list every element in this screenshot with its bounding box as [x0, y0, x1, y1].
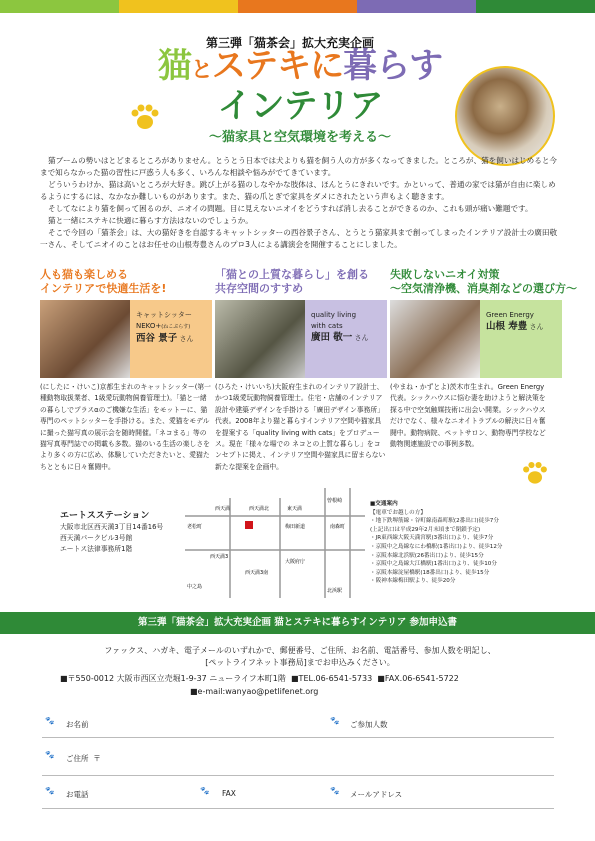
paw-icon: 🐾	[45, 750, 55, 759]
map-label: 大阪府庁	[285, 559, 306, 565]
map-label: 中之島	[187, 584, 203, 590]
speaker-3-card: Green Energy 山根 寿豊 さん	[390, 300, 562, 378]
map-label: 西天満北	[249, 506, 270, 512]
map-label: 西天満3南	[245, 570, 269, 576]
form-mail-label: メールアドレス	[350, 790, 403, 799]
map-label: 曾根崎	[327, 498, 343, 504]
form-address-label: ご住所 〒	[66, 754, 101, 763]
intro-text: 猫ブームの勢いはとどまるところがありません。とうとう日本では犬よりも猫を飼う人の方が多くなってきました。ところが、猫を飼いはじめると今まで知らなかった猫の習性に戸惑う人も多く、いろんな相談や悩みがでてきています。 どういうわけか、猫は高いところが大好き。跳び上がる猫のしなやかな肢体は、ほんとうにきれいです。かといって、普通の家では猫が自由に楽しめるようにするには、なかなか難しいものがあります。また、猫の爪とぎで家具をダメにされたという声もよく聴きます。 そしてなにより猫を飼って困るのが、ニオイの問題。目に見えないニオイをどうすれば消し去ることができるのか、これも頭が痛い難題です。 猫と一緒にステキに快適に暮らす方法はないのでしょうか。 そこで今回の「猫茶会」は、大の猫好きを自認するキャットシッターの西谷景子さん、とうとう猫家具まで創ってしまったインテリア設計士の廣田敬一さん、そしてニオイのことはお任せの山根寿豊さんのプロ3人による講演会を開催することにしました。	[40, 156, 558, 249]
title-line-1: 猫とステキに暮らす	[157, 46, 443, 86]
form-count-label: ご参加人数	[350, 720, 388, 729]
signup-instructions: ファックス、ハガキ、電子メールのいずれかで、郵便番号、ご住所、お名前、電話番号、参加人数を明記し、 [ペットライフネット事務局]までお申込みください。	[104, 646, 496, 667]
paw-icon	[520, 458, 550, 488]
top-color-bar	[0, 0, 595, 13]
paw-icon	[128, 100, 162, 134]
map-label: 西天満3	[210, 554, 229, 560]
contact-info: ■〒550-0012 大阪市西区立売堀1-9-37 ニューライフ本町1階 ■TEL.06-6541-5733 ■FAX.06-6541-5722 ■e-mail:wanyao@petlifenet.org	[60, 674, 459, 696]
speaker-1-card: キャットシッター NEKO+(ねこぷらす) 西谷 景子 さん	[40, 300, 212, 378]
map-label: 北浜駅	[327, 588, 343, 594]
tagline: 〜猫家具と空気環境を考える〜	[208, 130, 391, 145]
speaker-3-photo	[390, 300, 480, 378]
form-fax-label: FAX	[222, 789, 236, 798]
speaker-1-bio: (にしたに・けいこ)京都生まれのキャットシッター(第一種動物取扱業者、1級愛玩動物飼養管理士)。「猫と一緒の暮らしでプラスαのご機嫌な生活」をモットーに、猫専門のペットシッターを手掛ける。また、愛猫をモデルに撮った猫写真の展示会を随時開催。「ネコまる」等の猫写真専門誌での掲載も多数。猫のいる生活の楽しさをより多くの方に広め、体験していただきたいと、愛猫たちとともに日々奮闘中。	[40, 383, 211, 471]
map-label: 梅田新道	[285, 524, 306, 530]
map-label: 西天満	[215, 506, 231, 512]
speaker-1-heading: 人も猫も楽しめる インテリアで快適生活を!	[40, 268, 167, 295]
map-label: 南森町	[330, 524, 346, 530]
speaker-1-photo	[40, 300, 130, 378]
access-map	[185, 488, 365, 598]
form-phone-label: お電話	[66, 790, 89, 799]
speaker-2-heading: 「猫との上質な暮らし」を創る 共存空間のすすめ	[215, 268, 369, 295]
venue-name: エートスステーション	[60, 511, 150, 521]
signup-band: 第三弾「猫茶会」拡大充実企画 猫とステキに暮らすインテリア 参加申込書	[0, 612, 595, 634]
title-line-2: インテリア	[217, 86, 383, 126]
speaker-3-heading: 失敗しないニオイ対策 〜空気清浄機、消臭剤などの選び方〜	[390, 268, 577, 295]
access-info: ■交通案内 【電車でお越しの方】 ・地下鉄堺筋線・谷町線南森町駅(2番出口)徒歩7分 (上記出口は平成29年2月末頃まで閉鎖予定) ・JR東西線大阪天満宮駅(3番出口)より、徒歩7分 ・京阪中之島線なにわ橋駅(1番出口)より、徒歩12分 ・京阪本線北浜駅(26番出口)より、徒歩15分 ・京阪中之島線大江橋駅(1番出口)より、徒歩10分 ・京阪本線淀屋橋駅(18番出口)より、徒歩15分 ・阪神本線梅田駅より、徒歩20分	[370, 501, 503, 585]
event-subtitle: 第三弾「猫茶会」拡大充実企画	[205, 36, 374, 50]
paw-icon: 🐾	[200, 786, 210, 795]
speaker-3-name: 山根 寿豊	[486, 321, 528, 332]
venue-address: 大阪市北区西天満3丁目14番16号 西天満パークビル3号館 エートス法律事務所1階	[60, 523, 164, 553]
paw-icon: 🐾	[330, 716, 340, 725]
paw-icon: 🐾	[330, 786, 340, 795]
speaker-2-card: quality living with cats 廣田 敬一 さん	[215, 300, 387, 378]
paw-icon: 🐾	[45, 786, 55, 795]
speaker-2-name: 廣田 敬一	[311, 332, 353, 343]
speaker-1-name: 西谷 景子	[136, 333, 178, 344]
cat-photo	[455, 66, 555, 166]
speaker-3-bio: (やまね・かずとよ)茨木市生まれ。Green Energy代表。シックハウスに悩む妻を助けようと解決策を探る中で空気触媒技術に出会い開業。シックハウスだけでなく、様々なニオイトラブルの解決に日々奮闘中。動物病院、ペットサロン、動物専門学校など動物関連施設での事例多数。	[390, 383, 546, 449]
form-name-label: お名前	[66, 720, 89, 729]
map-label: 老松町	[187, 524, 203, 530]
speaker-2-bio: (ひろた・けいいち)大阪府生まれのインテリア設計士、かつ1級愛玩動物飼養管理士。住宅・店舗のインテリア設計や建築デザインを手掛ける「廣田デザイン事務所」代表。2008年より猫と暮らすインテリア空間や猫家具を提案する「quality living with cats」をプロデュース。現在「様々な場での ネコとの上質な暮らし」をコンセプトに掲え、インテリア空間や猫家具に留まらない新たな提案を企画中。	[215, 383, 386, 471]
speaker-2-photo	[215, 300, 305, 378]
paw-icon: 🐾	[45, 716, 55, 725]
map-label: 東天満	[287, 506, 303, 512]
